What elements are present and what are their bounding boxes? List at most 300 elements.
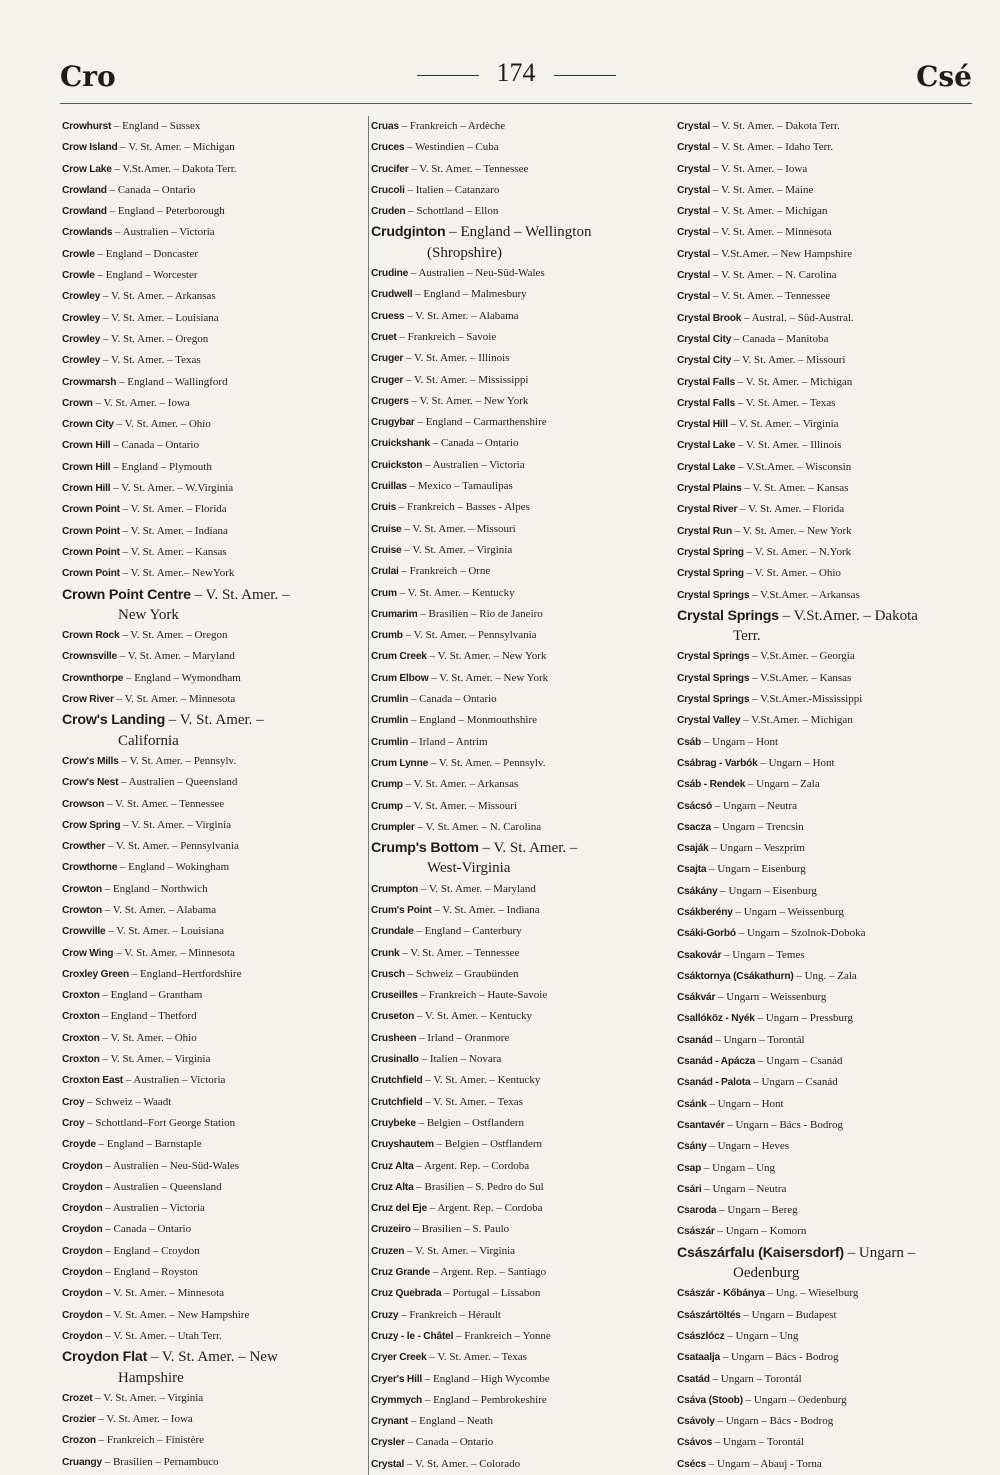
gazetteer-entry [677,1411,977,1432]
page-number-block [60,58,972,88]
entry-location: – England – Croydon [105,1244,200,1257]
entry-location: – Australien – Victoria [105,1202,205,1215]
entry-headword: Croxton [62,1011,100,1023]
entry-location: – England – High Wycombe [424,1372,550,1385]
gazetteer-entry [677,689,977,710]
entry-location: – Ungarn – Weissenburg [718,991,827,1004]
entry-headword: Crowley [62,333,101,345]
entry-headword: Crutchfield [371,1075,423,1087]
gazetteer-entry [677,1390,977,1411]
entry-headword: Császártöltés [677,1309,741,1321]
entry-location: – Ungarn – Trencsin [713,820,804,833]
gazetteer-entry [677,1094,977,1115]
entry-headword: Crump [371,800,403,812]
column-2 [368,116,671,1475]
entry-location: – Australien – Neu-Süd-Wales [105,1159,240,1172]
entry-headword: Crystal Run [677,525,732,537]
gazetteer-entry [62,921,362,942]
gazetteer-entry [677,1432,977,1453]
gazetteer-entry [677,1326,977,1347]
entry-location: – England – Thetford [102,1010,197,1023]
entry-headword: Croxton [62,990,100,1002]
gazetteer-entry [677,859,977,880]
gazetteer-entry [62,201,362,222]
entry-location: – Ungarn – Torontál [714,1436,804,1449]
entry-location: – V. St. Amer. – Louisiana [108,925,224,938]
entry-headword: Crowther [62,841,106,853]
entry-location: – V. St. Amer. – [194,586,290,603]
entry-location: – Australien – Victoria [424,458,525,471]
entry-headword: Crumlin [371,715,409,727]
entry-location: – Ungarn – Neutra [704,1182,787,1195]
entry-location: – V. St. Amer. – Ohio [102,1031,197,1044]
column-3 [677,116,977,1475]
entry-headword: Csáki-Gorbó [677,928,736,940]
entry-headword: Cruz Alta [371,1181,414,1193]
gazetteer-entry [677,222,977,243]
entry-headword: Csábrag - Varbók [677,757,758,769]
entry-headword: Crymmych [371,1394,423,1406]
entry-location: – V. St. Amer. – W.Virginia [113,482,234,495]
entry-location: – Australien – Neu-Süd-Wales [410,267,545,280]
entry-continuation: Terr. [733,628,761,645]
entry-location: – Irland – Oranmore [419,1031,510,1044]
gazetteer-entry [369,263,671,284]
entry-location: – Schottland – Ellon [408,205,499,218]
gazetteer-entry [369,1134,671,1155]
entry-headword: Crump's Bottom [371,840,479,857]
entry-headword: Crystal [677,291,711,303]
gazetteer-entry [62,478,362,499]
entry-location: – V. St. Amer. – Florida [122,503,227,516]
gazetteer-entry [677,1347,977,1368]
entry-location: – Ungarn – Eisenburg [720,884,817,897]
gazetteer-entry [677,180,977,201]
entry-location: – V. St. Amer. – Florida [740,503,845,516]
entry-headword: Crystal [677,248,711,260]
gazetteer-entry [369,1198,671,1219]
entry-location: – V. St. Amer. – Iowa [712,162,808,175]
entry-location: – V. St. Amer. – Texas [425,1095,523,1108]
gazetteer-entry [62,815,362,836]
gazetteer-entry [369,1347,671,1368]
gazetteer-entry [62,1388,362,1409]
entry-headword: Csaroda [677,1205,717,1217]
entry-headword: Crudine [371,268,409,280]
entry-headword: Crumarim [371,608,418,620]
entry-headword: Crozier [62,1414,96,1426]
gazetteer-entry [677,838,977,859]
gazetteer-entry [62,857,362,878]
entry-location: – V. St. Amer. – Alabama [104,903,217,916]
entry-location: – V. St. Amer. – Colorado [406,1457,521,1470]
entry-headword: Crudginton [371,224,446,241]
entry-location: – Ungarn – Hont [703,735,779,748]
gazetteer-entry [62,1409,362,1430]
gazetteer-entry [62,372,362,393]
entry-location: – Portugal – Lissabon [444,1287,541,1300]
gazetteer-entry [62,542,362,563]
entry-headword: Csány [677,1141,707,1153]
gazetteer-entry [62,585,362,626]
entry-headword: Crunk [371,947,400,959]
gazetteer-entry [62,1198,362,1219]
entry-headword: Crown Point [62,504,120,516]
entry-headword: Crowton [62,904,102,916]
entry-location: – V. St. Amer. – Illinois [405,352,510,365]
entry-location: – Canada – Ontario [407,1436,494,1449]
gazetteer-entry [62,943,362,964]
entry-headword: Cruess [371,310,405,322]
entry-headword: Crown Point Centre [62,586,191,603]
gazetteer-entry [677,329,977,350]
gazetteer-entry [677,286,977,307]
gazetteer-entry [62,836,362,857]
gazetteer-entry [677,1115,977,1136]
entry-headword: Crowville [62,926,106,938]
entry-headword: Croyde [62,1139,96,1151]
gazetteer-entry [62,964,362,985]
gazetteer-entry [677,542,977,563]
entry-location: – Frankreich – Orne [401,565,491,578]
entry-location: – V. St. Amer. – Pennsylv. [121,754,237,767]
gazetteer-entry [369,732,671,753]
entry-location: – V. St. Amer. – Louisiana [102,311,219,324]
gazetteer-entry [62,116,362,137]
gazetteer-entry [369,774,671,795]
entry-location: – V. St. Amer. – New [150,1349,278,1366]
entry-headword: Császárfalu (Kaisersdorf) [677,1244,844,1261]
entry-location: – V. St. Amer.– NewYork [122,567,235,580]
entry-location: – V. St. Amer. – Oregon [122,629,228,642]
entry-headword: Crystal River [677,504,738,516]
gazetteer-entry [369,1262,671,1283]
gazetteer-entry [62,1092,362,1113]
entry-location: – Ungarn – Pressburg [757,1012,853,1025]
entry-headword: Crowland [62,184,107,196]
entry-headword: Croy [62,1096,85,1108]
entry-location: – V. St. Amer. – Michigan [120,141,235,154]
entry-headword: Cruise [371,523,402,535]
gazetteer-entry [62,350,362,371]
entry-location: – Italien – Catanzaro [407,183,500,196]
entry-location: – Australien – Victoria [125,1074,226,1087]
entry-headword: Csávos [677,1437,713,1449]
entry-headword: Crystal [677,270,711,282]
entry-location: – England – Barnstaple [98,1138,202,1151]
gazetteer-entry [677,774,977,795]
gazetteer-entry [677,945,977,966]
entry-headword: Crowland [62,206,107,218]
entry-headword: Crown Hill [62,483,111,495]
entry-headword: Crysler [371,1437,405,1449]
entry-headword: Cruyshautem [371,1139,434,1151]
entry-headword: Croxton East [62,1075,123,1087]
entry-location: – V. St. Amer. – Indiana [434,903,540,916]
entry-location: – V. St. Amer. – New York [431,671,549,684]
entry-location: – England – Wellington [449,224,592,241]
entry-location: – V. St. Amer. – Arkansas [405,778,519,791]
gazetteer-entry [677,1454,977,1475]
entry-location: – V.St.Amer. – Dakota Terr. [114,162,237,175]
gazetteer-entry [62,1326,362,1347]
gazetteer-entry [677,1008,977,1029]
header-left-catchword: Cro [60,60,116,93]
gazetteer-entry [62,1283,362,1304]
entry-location: – V. St. Amer. – Michigan [737,375,853,388]
entry-location: – Ungarn – [847,1244,916,1261]
gazetteer-entry [62,689,362,710]
entry-location: – V. St. Amer. – Minnesota [116,693,236,706]
entry-location: – V. St. Amer. – Pennsylv. [430,756,546,769]
gazetteer-entry [677,796,977,817]
gazetteer-entry [369,180,671,201]
entry-location: – England – Plymouth [113,460,212,473]
entry-location: – V.St.Amer.-Mississippi [752,693,863,706]
entry-headword: Crowlands [62,227,113,239]
gazetteer-entry [62,414,362,435]
entry-headword: Crystal Springs [677,672,750,684]
entry-location: – V. St. Amer. – Virginia [123,818,232,831]
entry-location: – V. St. Amer. – Maryland [420,882,536,895]
gazetteer-entry [677,244,977,265]
entry-headword: Croydon [62,1160,103,1172]
entry-headword: Croydon [62,1224,103,1236]
entry-location: – Frankreich – Haute-Savoie [420,989,548,1002]
entry-location: – V. St. Amer. – Mississippi [405,373,529,386]
gazetteer-entry [677,606,977,647]
gazetteer-entry [62,265,362,286]
entry-location: – V. St. Amer. – Tennessee [411,162,529,175]
entry-headword: Csákberény [677,906,733,918]
entry-headword: Csávoly [677,1416,715,1428]
entry-location: – Ungarn – Csanád [753,1076,838,1089]
gazetteer-entry [369,1369,671,1390]
entry-headword: Cryer Creek [371,1352,427,1364]
gazetteer-entry [677,563,977,584]
gazetteer-entry [62,646,362,667]
entry-headword: Cruillas [371,481,407,493]
gazetteer-entry [369,1411,671,1432]
entry-location: – V. St. Amer. – Minnesota [105,1287,225,1300]
entry-location: – England – Sussex [113,120,201,132]
entry-location: – V.St.Amer. – Michigan [743,714,853,727]
entry-headword: Crystal City [677,333,732,345]
gazetteer-entry [369,689,671,710]
gazetteer-entry [369,1006,671,1027]
entry-location: – Argent. Rep. – Cordoba [416,1159,530,1172]
entry-location: – Ungarn – Bereg [719,1204,798,1217]
entry-headword: Csári [677,1183,702,1195]
gazetteer-entry [369,1156,671,1177]
gazetteer-entry [677,881,977,902]
entry-location: – Ungarn – Torontál [715,1033,805,1046]
gazetteer-entry [369,1070,671,1091]
entry-headword: Csákány [677,885,718,897]
entry-location: – V. St. Amer. – Illinois [737,439,842,452]
entry-headword: Croydon [62,1330,103,1342]
gazetteer-entry [677,1369,977,1390]
entry-location: – V. St. Amer. – Iowa [95,396,190,409]
gazetteer-entry [369,222,671,263]
entry-headword: Crownsville [62,651,117,663]
entry-location: – V.St.Amer. – Kansas [752,671,852,684]
entry-headword: Crowle [62,248,95,260]
gazetteer-entry [369,668,671,689]
entry-headword: Cruas [371,121,399,132]
gazetteer-entry [369,137,671,158]
entry-location: – England – Grantham [102,989,203,1002]
gazetteer-entry [62,1006,362,1027]
gazetteer-entry [62,625,362,646]
entry-headword: Cruz Alta [371,1160,414,1172]
entry-headword: Crown Rock [62,630,120,642]
entry-headword: Crow's Mills [62,755,119,767]
entry-headword: Crystal Hill [677,419,728,431]
gazetteer-entry [62,1049,362,1070]
entry-headword: Cruger [371,353,404,365]
entry-headword: Crystal Plains [677,483,742,495]
gazetteer-entry [369,412,671,433]
entry-location: – V. St. Amer. – Utah Terr. [105,1329,222,1342]
entry-location: – England – Wymondham [125,671,241,684]
gazetteer-entry [369,583,671,604]
gazetteer-entry [677,1030,977,1051]
entry-headword: Crowthorne [62,862,118,874]
entry-location: – England – Wallingford [119,375,228,388]
entry-headword: Crystal [677,184,711,196]
entry-headword: Crusch [371,968,405,980]
entry-location: – Westindien – Cuba [407,141,499,154]
gazetteer-entry [62,710,362,751]
entry-headword: Crystal Springs [677,651,750,663]
entry-location: – Mexico – Tamaulipas [409,480,513,493]
entry-location: – Ung. – Zala [796,969,857,982]
entry-headword: Császár - Kőbánya [677,1288,765,1300]
entry-location: – Ungarn – Ung [703,1161,776,1174]
entry-location: – Ungarn – Veszprim [711,842,805,855]
entry-headword: Croxley Green [62,968,130,980]
gazetteer-entry [62,286,362,307]
gazetteer-entry [677,902,977,923]
entry-headword: Crystal Springs [677,607,779,624]
gazetteer-entry [369,900,671,921]
entry-headword: Crown Point [62,546,120,558]
gazetteer-entry [369,519,671,540]
entry-continuation: (Shropshire) [427,244,502,261]
gazetteer-entry [62,1241,362,1262]
entry-location: – Frankreich – Yonne [456,1329,551,1342]
gazetteer-entry [369,1177,671,1198]
entry-headword: Cruise [371,544,402,556]
entry-headword: Cruzen [371,1245,405,1257]
entry-location: – V. St. Amer. – Kentucky [425,1074,541,1087]
page-number: 174 [496,58,536,87]
gazetteer-entry [369,1092,671,1113]
entry-location: – V. St. Amer. – Missouri [405,799,518,812]
gazetteer-entry [677,646,977,667]
gazetteer-entry [62,751,362,772]
entry-headword: Csáva (Stoob) [677,1394,743,1406]
entry-location: – England – Carmarthenshire [417,416,547,429]
entry-location: – Canada – Ontario [109,183,196,196]
entry-headword: Crundale [371,926,414,938]
gazetteer-entry [677,521,977,542]
gazetteer-entry [62,1305,362,1326]
gazetteer-entry [369,604,671,625]
gazetteer-entry [677,1051,977,1072]
entry-headword: Crowley [62,355,101,367]
entry-headword: Crystal Spring [677,546,744,558]
gazetteer-entry [369,1283,671,1304]
entry-location: – Ungarn – Temes [724,948,805,961]
gazetteer-entry [62,1177,362,1198]
entry-headword: Crowmarsh [62,376,117,388]
entry-location: – V. St. Amer. – New York [429,650,547,663]
entry-location: – V. St. Amer. – Kansas [122,545,227,558]
entry-headword: Csáktornya (Csákathurn) [677,970,794,982]
entry-headword: Croydon [62,1181,103,1193]
entry-continuation: California [118,732,179,749]
entry-headword: Crown [62,397,93,409]
entry-headword: Crow Island [62,142,118,154]
entry-headword: Csacza [677,821,711,833]
gazetteer-entry [62,563,362,584]
header-right-catchword: Csé [916,60,972,93]
entry-headword: Crowson [62,798,105,810]
gazetteer-entry [369,306,671,327]
entry-continuation: West-Virginia [427,860,511,877]
entry-location: – Ungarn – Weissenburg [735,905,844,918]
entry-location: – V. St. Amer. – N.York [746,545,852,558]
gazetteer-entry [369,921,671,942]
gazetteer-entry [677,159,977,180]
entry-location: – V. St. Amer. – Virginia [102,1053,211,1066]
entry-headword: Csánk [677,1098,707,1110]
entry-location: – Canada – Manitoba [733,332,829,345]
entry-location: – V. St. Amer. – Kentucky [399,586,515,599]
entry-headword: Crum [371,587,397,599]
gazetteer-entry [62,1113,362,1134]
gazetteer-entry [369,1326,671,1347]
gazetteer-entry [677,1221,977,1242]
entry-headword: Crump [371,779,403,791]
entry-location: – England – Neath [410,1415,494,1428]
entry-location: – Schottland–Fort George Station [87,1116,236,1129]
entry-continuation: New York [118,606,179,623]
entry-location: – V. St. Amer. – Minnesota [116,946,235,959]
gazetteer-entry [677,585,977,606]
entry-location: – Ungarn – Heves [709,1140,790,1153]
gazetteer-entry [369,964,671,985]
entry-headword: Cruz Quebrada [371,1288,442,1300]
gazetteer-entry [369,943,671,964]
entry-location: – Belgien – Ostflandern [436,1138,543,1151]
gazetteer-entry [62,222,362,243]
entry-headword: Csatád [677,1373,710,1385]
gazetteer-entry [677,414,977,435]
entry-headword: Crowley [62,312,101,324]
gazetteer-entry [677,201,977,222]
entry-location: – Australien – Queensland [105,1180,222,1193]
entry-location: – Ungarn – Oedenburg [745,1393,847,1406]
gazetteer-entry [62,985,362,1006]
gazetteer-entry [62,1134,362,1155]
gazetteer-entry [677,435,977,456]
entry-location: – V.St.Amer. – Dakota [782,607,918,624]
entry-headword: Crow Spring [62,819,121,831]
entry-location: – V. St. Amer. – Arkansas [102,290,216,303]
